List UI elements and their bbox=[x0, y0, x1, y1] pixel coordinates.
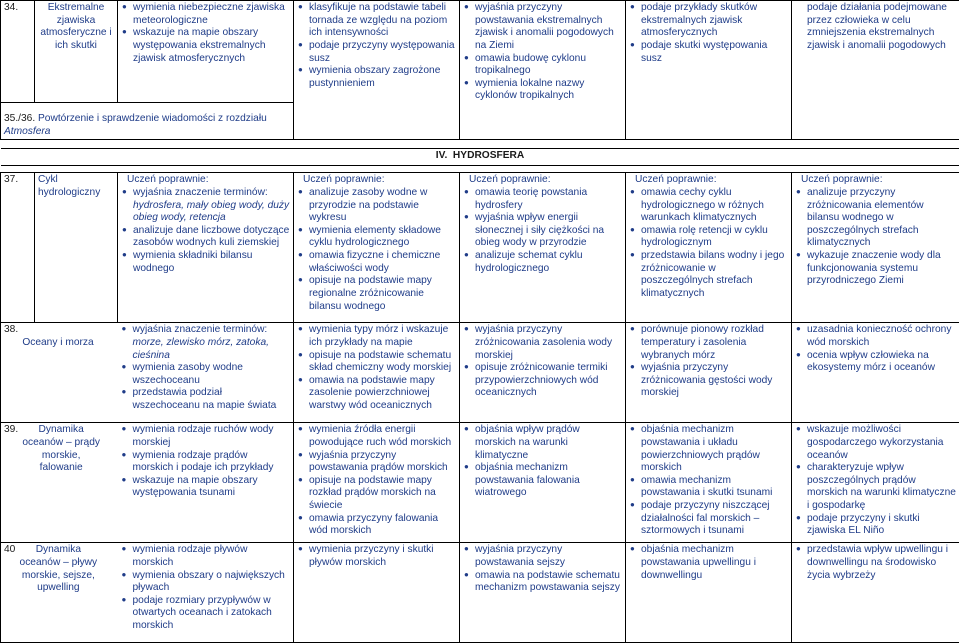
list-item bbox=[629, 424, 788, 475]
row-number: 35./36. bbox=[4, 113, 35, 124]
list-item bbox=[297, 324, 456, 349]
level-3-cell bbox=[460, 543, 626, 643]
list-item-text: charakteryzuje wpływ poszczególnych prądów morskich na warunki klimatyczne i gospodarkę bbox=[807, 462, 956, 511]
list-item bbox=[297, 225, 456, 250]
table-row bbox=[1, 173, 959, 323]
row-34 bbox=[1, 1, 959, 103]
list-item bbox=[463, 544, 622, 569]
list-item-text: wykazuje znaczenie wody dla funkcjonowania systemu przyrodniczego Ziemi bbox=[807, 250, 941, 286]
level-4-cell bbox=[626, 173, 792, 323]
level-2-cell bbox=[294, 1, 460, 140]
list-item bbox=[121, 187, 290, 225]
list-item-text: wyjaśnia znaczenie terminów: bbox=[133, 324, 268, 335]
list-item-text: wyjaśnia przyczyny powstawania sejszy bbox=[475, 544, 565, 568]
list-item bbox=[463, 250, 622, 275]
list-item bbox=[121, 475, 291, 500]
list-item bbox=[795, 187, 956, 250]
list-item: ● klasyfikuje na podstawie tabeli tornada ze względu na poziom ich intensywności bbox=[297, 2, 456, 40]
level-1-cell bbox=[118, 323, 294, 423]
list-item-text: wymienia zasoby wodne wszechoceanu bbox=[133, 362, 243, 386]
level-5-cell bbox=[792, 543, 959, 643]
review-chapter: Atmosfera bbox=[4, 126, 50, 137]
list-item-text: wymienia składniki bilansu wodnego bbox=[133, 250, 252, 274]
level-2-cell bbox=[294, 423, 460, 543]
level-1-cell bbox=[118, 543, 294, 643]
list-item bbox=[121, 595, 291, 633]
list-item-text: wskazuje możliwości gospodarczego wykorzystania oceanów bbox=[807, 424, 943, 460]
list-item-text: opisuje na podstawie mapy rozkład prądów morskich na świecie bbox=[309, 475, 436, 511]
level-4-cell bbox=[626, 423, 792, 543]
list-item-text: przedstawia bilans wodny i jego zróżnicowanie w poszczególnych strefach klimatycznych bbox=[641, 250, 784, 299]
list-item-text: wymienia rodzaje ruchów wody morskiej bbox=[133, 424, 274, 448]
table-row bbox=[1, 543, 959, 643]
row-number-text: 38. bbox=[4, 324, 18, 335]
list-item-text: wymienia rodzaje pływów morskich bbox=[133, 544, 248, 568]
spacer bbox=[1, 140, 959, 149]
list-item-text: wyjaśnia znaczenie terminów: bbox=[133, 187, 268, 198]
table-row bbox=[1, 323, 959, 423]
list-item: ● wymienia lokalne nazwy cyklonów tropikalnych bbox=[463, 78, 622, 103]
list-item-text: omawia teorię powstania hydrosfery bbox=[475, 187, 587, 211]
row-topic: Ekstremalne zjawiska atmosferyczne i ich skutki bbox=[35, 1, 118, 103]
list-item-text: wymienia elementy składowe cyklu hydrologicznego bbox=[309, 225, 441, 249]
list-item-text: wymienia źródła energii powodujące ruch wód morskich bbox=[309, 424, 451, 448]
level-3-cell bbox=[460, 173, 626, 323]
level-5-cell bbox=[792, 423, 959, 543]
list-item bbox=[121, 387, 291, 412]
row-number bbox=[1, 323, 118, 423]
list-item-text: omawia fizyczne i chemiczne właściwości wody bbox=[309, 250, 440, 274]
list-item-text: wyjaśnia przyczyny zróżnicowania zasolenia wody morskiej bbox=[475, 324, 612, 360]
row-number bbox=[1, 423, 118, 543]
list-item-text: analizuje schemat cyklu hydrologicznego bbox=[475, 250, 583, 274]
list-item bbox=[297, 250, 456, 275]
list-item-text: ocenia wpływ człowieka na ekosystemy mórz i oceanów bbox=[807, 350, 935, 374]
list-item-text: wymienia obszary o największych pływach bbox=[133, 570, 285, 594]
list-item bbox=[463, 324, 622, 362]
list-item-text: przedstawia wpływ upwellingu i downwellingu na środowisko życia wybrzeży bbox=[807, 544, 948, 580]
list-item bbox=[297, 450, 456, 475]
list-item bbox=[121, 424, 291, 449]
list-item bbox=[463, 187, 622, 212]
level-1-cell bbox=[118, 423, 294, 543]
list-item-text: objaśnia mechanizm powstawania falowania wiatrowego bbox=[475, 462, 580, 498]
list-item-text: podaje przyczyny i skutki zjawiska EL Niño bbox=[807, 513, 920, 537]
list-item-text: opisuje zróżnicowanie termiki przypowierzchniowych wód oceanicznych bbox=[475, 362, 608, 398]
list-item bbox=[629, 500, 788, 538]
list-item: ● wymienia obszary zagrożone pustynnieniem bbox=[297, 65, 456, 90]
list-item-text: omawia rolę retencji w cyklu hydrologicznym bbox=[641, 225, 768, 249]
level-1-cell bbox=[118, 173, 294, 323]
list-item bbox=[297, 475, 456, 513]
list-item-text: opisuje na podstawie schematu skład chemiczny wody morskiej bbox=[309, 350, 451, 374]
list-item-text: przedstawia podział wszechoceanu na mapie świata bbox=[133, 387, 277, 411]
level-5-cell bbox=[792, 173, 959, 323]
section-header-row bbox=[1, 149, 959, 166]
list-item bbox=[121, 362, 291, 387]
list-item: ● wyjaśnia przyczyny powstawania ekstremalnych zjawisk i anomalii pogodowych na Ziemi bbox=[463, 2, 622, 53]
list-item bbox=[629, 475, 788, 500]
review-lesson bbox=[1, 103, 294, 140]
row-number: 37. bbox=[1, 173, 35, 323]
level-4-cell bbox=[626, 323, 792, 423]
cell-heading: Uczeń poprawnie: bbox=[297, 174, 456, 187]
cell-heading: Uczeń poprawnie: bbox=[121, 174, 290, 187]
list-item-text: podaje rozmiary przypływów w otwartych oceanach i zatokach morskich bbox=[133, 595, 272, 631]
list-item-text: omawia na podstawie mapy zasolenie powierzchniowej warstwy wód oceanicznych bbox=[309, 375, 435, 411]
list-item-text: wyjaśnia przyczyny powstawania prądów morskich bbox=[309, 450, 448, 474]
section-title: IV. HYDROSFERA bbox=[1, 149, 959, 166]
row-number-text: 40 bbox=[4, 544, 15, 555]
list-item bbox=[121, 544, 291, 569]
level-3-cell bbox=[460, 423, 626, 543]
list-item bbox=[629, 225, 788, 250]
list-item bbox=[629, 324, 788, 362]
row-topic: Cykl hydrologiczny bbox=[35, 173, 118, 323]
list-item bbox=[795, 513, 956, 538]
list-item-text: omawia mechanizm powstawania i skutki tsunami bbox=[641, 475, 772, 499]
row-topic: Dynamika oceanów – prądy morskie, falowanie bbox=[22, 424, 100, 475]
list-item-text: opisuje na podstawie mapy regionalne zróżnicowanie bilansu wodnego bbox=[309, 275, 432, 311]
level-5-cell bbox=[792, 1, 959, 140]
list-item bbox=[297, 424, 456, 449]
list-item bbox=[121, 450, 291, 475]
list-item-text: omawia cechy cyklu hydrologicznego w różnych warunkach klimatycznych bbox=[641, 187, 764, 223]
row-number-text: 39. bbox=[4, 424, 18, 435]
row-number: 34. bbox=[1, 1, 35, 103]
list-item bbox=[121, 324, 291, 362]
list-item bbox=[795, 250, 956, 288]
list-item bbox=[795, 544, 956, 582]
list-item: ● wymienia niebezpieczne zjawiska meteorologiczne bbox=[121, 2, 290, 27]
cell-heading: Uczeń poprawnie: bbox=[629, 174, 788, 187]
list-item-text: analizuje przyczyny zróżnicowania elementów bilansu wodnego w poszczególnych strefach klimatycznych bbox=[807, 187, 924, 249]
list-item: ● omawia budowę cyklonu tropikalnego bbox=[463, 53, 622, 78]
list-item bbox=[629, 250, 788, 301]
row-number bbox=[1, 543, 118, 643]
list-item bbox=[463, 462, 622, 500]
level-2-cell bbox=[294, 543, 460, 643]
list-item-text: wyjaśnia wpływ energii słonecznej i siły ciężkości na obieg wody w przyrodzie bbox=[475, 212, 604, 248]
list-item: ● podaje przyczyny występowania susz bbox=[297, 40, 456, 65]
italic-terms: morze, zlewisko mórz, zatoka, cieśnina bbox=[133, 337, 291, 362]
level-4-cell bbox=[626, 1, 792, 140]
cell-heading: Uczeń poprawnie: bbox=[795, 174, 956, 187]
list-item bbox=[463, 424, 622, 462]
list-item-text: wymienia rodzaje prądów morskich i podaje ich przykłady bbox=[133, 450, 274, 474]
list-item bbox=[629, 362, 788, 400]
list-item bbox=[121, 570, 291, 595]
list-item bbox=[297, 350, 456, 375]
list-item-text: wymienia przyczyny i skutki pływów morskich bbox=[309, 544, 434, 568]
list-item-text: wyjaśnia przyczyny zróżnicowania gęstości wody morskiej bbox=[641, 362, 772, 398]
list-item-text: objaśnia mechanizm powstawania i układu powierzchniowych prądów morskich bbox=[641, 424, 760, 473]
list-item bbox=[297, 275, 456, 313]
level-2-cell bbox=[294, 173, 460, 323]
list-item: ● podaje skutki występowania susz bbox=[629, 40, 788, 65]
level-3-cell bbox=[460, 323, 626, 423]
list-item-text: objaśnia mechanizm powstawania upwellingu i downwellingu bbox=[641, 544, 756, 580]
list-item-text: podaje przyczyny niszczącej działalności fal morskich – sztormowych i tsunami bbox=[641, 500, 770, 536]
list-item-text: wymienia typy mórz i wskazuje ich przykłady na mapie bbox=[309, 324, 448, 348]
list-item-text: omawia na podstawie schematu mechanizm powstawania sejszy bbox=[475, 570, 620, 594]
list-item-text: wskazuje na mapie obszary występowania tsunami bbox=[133, 475, 258, 499]
table-row bbox=[1, 423, 959, 543]
row-topic: Oceany i morza bbox=[8, 337, 108, 350]
list-item bbox=[629, 544, 788, 582]
review-text: Powtórzenie i sprawdzenie wiadomości z rozdziału bbox=[38, 113, 267, 124]
list-item bbox=[463, 212, 622, 250]
list-item-text: analizuje zasoby wodne w przyrodzie na podstawie wykresu bbox=[309, 187, 427, 223]
cell-heading: Uczeń poprawnie: bbox=[463, 174, 622, 187]
list-item bbox=[297, 544, 456, 569]
level-5-cell bbox=[792, 323, 959, 423]
list-item bbox=[463, 362, 622, 400]
list-item-text: objaśnia wpływ prądów morskich na warunki klimatyczne bbox=[475, 424, 580, 460]
italic-terms: hydrosfera, mały obieg wody, duży obieg wody, retencja bbox=[133, 200, 290, 225]
list-item bbox=[297, 187, 456, 225]
list-item: ● podaje przykłady skutków ekstremalnych zjawisk atmosferycznych bbox=[629, 2, 788, 40]
level-1-cell bbox=[118, 1, 294, 103]
list-item bbox=[297, 513, 456, 538]
list-item bbox=[629, 187, 788, 225]
spacer bbox=[1, 166, 959, 173]
list-item bbox=[795, 350, 956, 375]
list-item bbox=[795, 462, 956, 513]
list-item bbox=[121, 225, 290, 250]
level-3-cell bbox=[460, 1, 626, 140]
list-item-text: porównuje pionowy rozkład temperatury i zasolenia wybranych mórz bbox=[641, 324, 764, 360]
list-item-text: analizuje dane liczbowe dotyczące zasobów wodnych kuli ziemskiej bbox=[133, 225, 289, 249]
list-item: ● wskazuje na mapie obszary występowania ekstremalnych zjawisk atmosferycznych bbox=[121, 27, 290, 65]
level-2-cell bbox=[294, 323, 460, 423]
list-item bbox=[795, 324, 956, 349]
list-item bbox=[121, 250, 290, 275]
list-item-text: omawia przyczyny falowania wód morskich bbox=[309, 513, 438, 537]
row-topic: Dynamika oceanów – pływy morskie, sejsze, upwelling bbox=[19, 544, 97, 595]
level-4-cell bbox=[626, 543, 792, 643]
list-item bbox=[795, 424, 956, 462]
list-item bbox=[297, 375, 456, 413]
list-item-text: uzasadnia konieczność ochrony wód morskich bbox=[807, 324, 951, 348]
list-item bbox=[463, 570, 622, 595]
list-item: podaje działania podejmowane przez człowieka w celu zmniejszenia ekstremalnych zjawisk i anomalii pogodowych bbox=[795, 2, 956, 53]
